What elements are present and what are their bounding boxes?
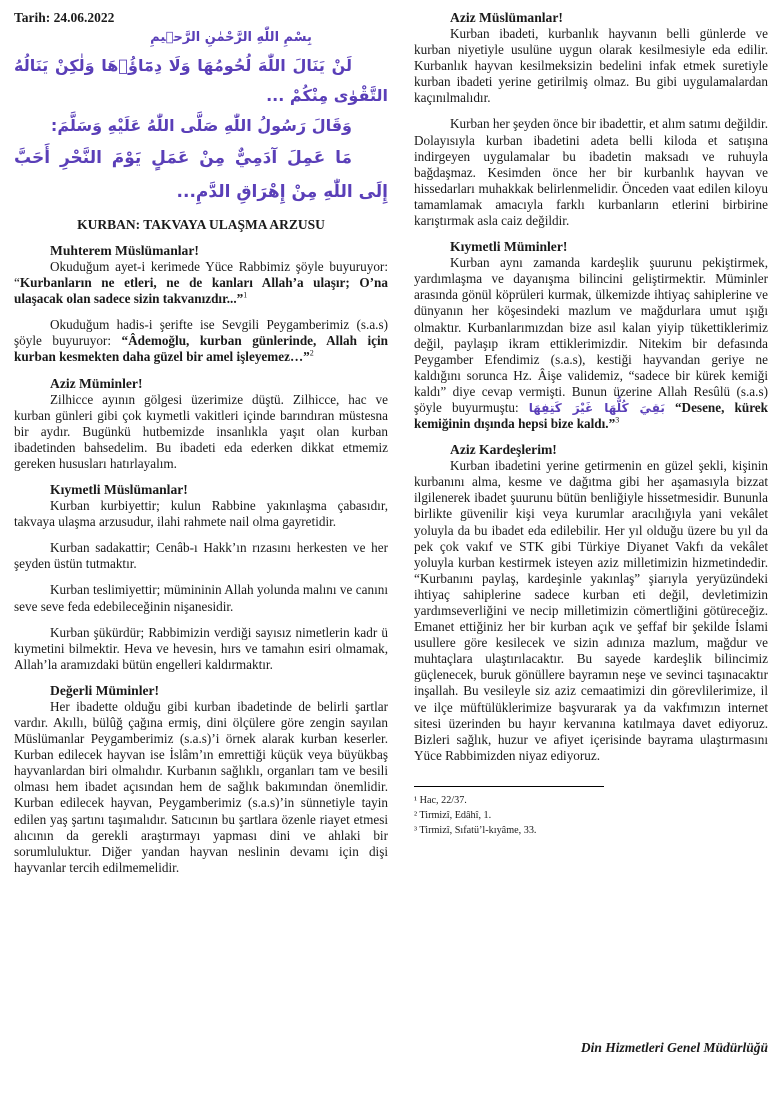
section-heading: Aziz Müminler! xyxy=(50,375,143,391)
quote-text: “Âdemoğlu, kurban günlerinde, Allah için kurban kesmekten daha güzel bir amel işleyemez…” xyxy=(14,333,388,365)
paragraph: Kurban sadakattir; Cenâb-ı Hakk’ın rızasını herkesten ve her şeyden üstün tutmaktır. xyxy=(14,540,388,572)
left-column xyxy=(14,10,388,886)
footnote: ² Tirmizî, Edâhî, 1. xyxy=(414,809,492,821)
footnote-ref: 3 xyxy=(615,415,620,425)
quote-text: Kurbanların ne etleri, ne de kanları Allah’a ulaşır; O’na ulaşacak olan sadece sizin takvanızdır...” xyxy=(14,275,388,307)
quote-text: “Desene, kürek kemiğinin dışında hepsi bize kaldı.” xyxy=(414,399,768,432)
paragraph-text: Kurban aynı zamanda kardeşlik şuurunu pekiştirmek, yardımlaşma ve dayanışma bilincini geliştirmektir. Müminler arasında gönül köprüleri kurmak, ülkemizde ihtiyaç sahiplerine ve dünyanın her köşesindeki mazlum ve mağdurlara umut ışığı olmaktır. Kurbanlarımızdan bize asıl kalan yiyip tükettiklerimiz değil, paylaşıp ikram ettiklerimizdir. Nitekim bir defasında Peygamber Efendimiz (s.a.s), kestiği hayvandan geriye ne kaldığını sorunca Hz. Âişe validemiz, “sadece bir kürek kemiği kaldı” diye cevap vermişti. Bunun üzerine Allah Resûlü (s.a.s) şöyle buyurmuştu: xyxy=(414,255,768,415)
footnote: ¹ Hac, 22/37. xyxy=(414,794,467,806)
paragraph xyxy=(14,317,388,365)
footnote-ref: 2 xyxy=(309,349,314,359)
arabic-header xyxy=(14,30,388,209)
paragraph-text: Okuduğum hadis-i şerifte ise Sevgili Peygamberimiz (s.a.s) şöyle buyuruyor: xyxy=(14,317,388,349)
hadith-arabic: مَا عَمِلَ آدَمِيٌّ مِنْ عَمَلٍ يَوْمَ النَّحْرِ أَحَبَّ إِلَى اللّٰهِ مِنْ إِهْرَاقِ الدَّمِ... xyxy=(14,148,388,202)
section-heading: Kıymetli Müslümanlar! xyxy=(50,482,188,498)
footnote-divider xyxy=(414,786,604,787)
right-column xyxy=(414,10,768,838)
paragraph: Kurban kurbiyettir; kulun Rabbine yakınlaşma çabasıdır, takvaya ulaşma arzusudur, ilahi rahmete nail olma gayretidir. xyxy=(14,498,388,530)
hadith-intro-arabic: وَقَالَ رَسُولُ اللّٰهِ صَلَّى اللّٰهُ عَلَيْهِ وَسَلَّمَ: xyxy=(50,116,352,135)
section-heading: Aziz Kardeşlerim! xyxy=(450,442,557,458)
paragraph: Kurban şükürdür; Rabbimizin verdiği sayısız nimetlerin kadr ü kıymetini bilmektir. Heva ve hevesin, hırs ve tamahın esiri olmamak, Allah’la aramızdaki bütün engelleri kaldırmaktır. xyxy=(14,624,388,672)
paragraph: Kurban her şeyden önce bir ibadettir, et alım satımı değildir. Dolayısıyla kurban ibadetini adeta belli kiloda et satışına indirgeyen uygulamalar bu ibadetin maksadı ve ruhuyla bağdaşmaz. Kesimden önce her bir kurbanlık hayvan ve hissedarları muhakkak belirlenmelidir. Önceden vaat edilen kiloyu tamamlamak amacıyla farklı kurbanların etlerini birbirine karıştırmak asla caiz değildir. xyxy=(414,116,768,229)
section-heading: Değerli Müminler! xyxy=(50,682,160,698)
date-label: Tarih: 24.06.2022 xyxy=(14,10,115,25)
ayah-arabic: لَنْ يَنَالَ اللّٰهَ لُحُومُهَا وَلَا دِمَٓاؤُ۬هَا وَلٰكِنْ يَنَالُهُ التَّقْوٰى مِنْكُمْ ... xyxy=(14,56,388,105)
footnote-ref: 1 xyxy=(243,290,248,300)
paragraph xyxy=(414,255,768,432)
paragraph: Kurban ibadeti, kurbanlık hayvanın belli günlerde ve kurban niyetiyle usulüne uygun olarak kesilmesiyle eda edilir. Kurbanlık hayvan kesilmeksizin bedelini infak etmek suretiyle kurban ibadeti yerine getirilmiş olmaz. Bu gibi uygulamalardan kaçınılmalıdır. xyxy=(414,26,768,106)
basmala: بِسْمِ اللّٰهِ الرَّحْمٰنِ الرَّح۪يمِ xyxy=(150,30,312,45)
paragraph: Zilhicce ayının gölgesi üzerimize düştü. Zilhicce, hac ve kurban günleri gibi çok kıymetli vakitleri içinde barındıran müstesna bir aydır. Bugünkü hutbemizde insanlıkla yaşıt olan kurban ibadetinden bahsedelim. Bu ibadeti eda ederken dikkat etmemiz gereken hususları hatırlayalım. xyxy=(14,391,388,471)
footnote: ³ Tirmizî, Sıfatü’l-kıyâme, 33. xyxy=(414,824,537,836)
hadith-arabic-inline: بَقِيَ كُلُّهَا غَيْرَ كَتِفِهَا xyxy=(528,400,665,415)
sermon-title: KURBAN: TAKVAYA ULAŞMA ARZUSU xyxy=(77,217,325,232)
section-heading: Aziz Müslümanlar! xyxy=(450,10,563,25)
paragraph xyxy=(14,259,388,307)
paragraph: Her ibadette olduğu gibi kurban ibadetinde de belirli şartlar vardır. Akıllı, bülûğ çağına ermiş, dini ölçülere göre zengin sayılan Müslümanlar Peygamberimiz (s.a.s)’i örnek alarak kurban keserler. Kurban edilecek hayvan ise İslâm’ın emrettiği küçük veya büyükbaş hayvanlardan biri olmalıdır. Kurbanın sağlıklı, organları tam ve besili olması hem ibadet açısından hem de sağlık bakımından önemlidir. Kurban edilecek hayvan, Peygamberimiz (s.a.s)’in sünnetiyle tayin edilen yaş şartını taşımalıdır. Satıcının bu şartlara özenle riayet etmesi alıcının da gerekli araştırmayı yapması dini ve ahlaki bir sorumluluktur. Diğer yandan hayvan neslinin devamı için dişi hayvanlar tercih edilmemelidir. xyxy=(14,698,388,875)
paragraph-text: Okuduğum ayet-i kerimede Yüce Rabbimiz şöyle buyuruyor: “ xyxy=(14,259,388,291)
paragraph: Kurban teslimiyettir; mümininin Allah yolunda malını ve canını seve seve feda edebileceğinin nişanesidir. xyxy=(14,582,388,614)
section-heading: Muhterem Müslümanlar! xyxy=(50,243,199,258)
section-heading: Kıymetli Müminler! xyxy=(450,239,568,255)
signature: Din Hizmetleri Genel Müdürlüğü xyxy=(580,1040,768,1055)
paragraph: Kurban ibadetini yerine getirmenin en güzel şekli, kişinin kurbanını alma, kesme ve dağıtma gibi her aşamasıyla bizzat ilgilenerek ibadet şuurunu bütün benliğiyle hissetmesidir. Bununla birlikte güvenilir kişi veya kurumlar aracılığıyla yani vekâlet yoluyla da bu ibadet eda edilebilir. Her yıl olduğu üzere bu yıl da pek çok vakıf ve STK gibi Türkiye Diyanet Vakfı da vekâlet yoluyla kurban kestirmek isteyen aziz milletimizin hizmetindedir. “Kurbanını paylaş, kardeşinle yakınlaş” şiarıyla yeryüzündeki ihtiyaç sahiplerine sadece kurban eti değil, devletimizin yardımseverliğini ve necip milletimizin cömertliğini götüreceğiz. Emanet ettiğiniz her bir kurban açık ve şeffaf bir şekilde İslami usullere göre kesilecek ve sizin adınıza mazlum, mağdur ve muhtaçlara ulaştırılacaktır. Bu sayede kardeşlik bilincimiz güçlenecek, buruk gönüllere bayramın neşe ve sevinci taşınacaktır inşallah. Bu vesileyle siz aziz cemaatimizi din görevlilerimize, il ve ilçe müftülüklerimize başvurarak ya da vakfımızın internet sitesi üzerinden bu hayır kervanına katılmaya davet ediyoruz. Bizleri sağlık, huzur ve afiyet içerisinde bayrama ulaştırmasını Yüce Rabbimizden niyaz ediyoruz. xyxy=(414,458,768,763)
